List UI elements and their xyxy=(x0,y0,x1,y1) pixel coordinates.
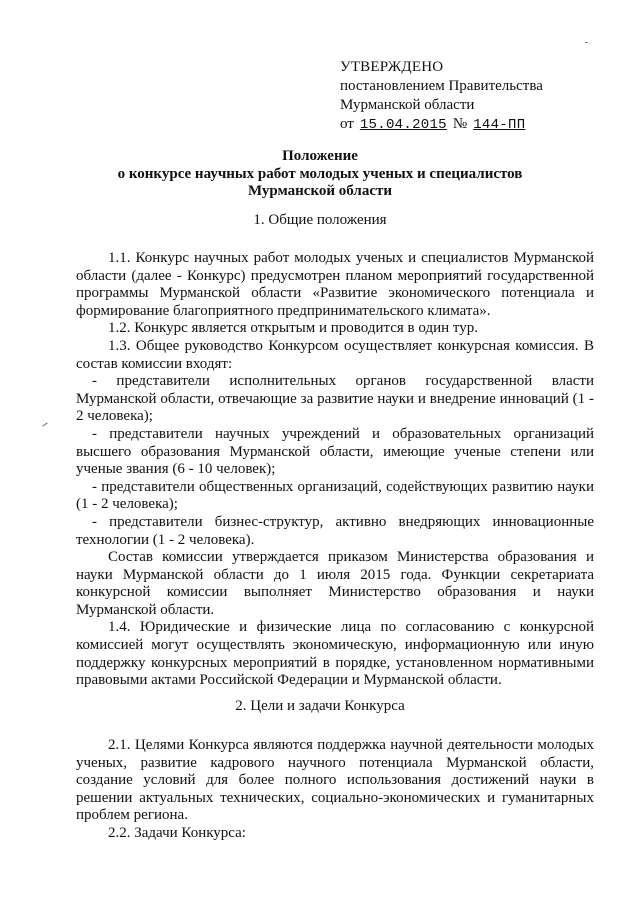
paragraph: 2.2. Задачи Конкурса: xyxy=(108,824,246,841)
section-1-body xyxy=(76,250,594,690)
approval-date-line xyxy=(340,115,543,135)
paragraph: 1.1. Конкурс научных работ молодых ученых и специалистов Мурманской области (далее - Конкурс) предусмотрен планом мероприятий государственной программы Мурманской области «Развитие экономического потенциала и формирование благоприятного предпринимательского климата». xyxy=(76,250,594,319)
approval-stamp: УТВЕРЖДЕНО xyxy=(340,59,444,75)
section-2-body xyxy=(76,737,594,843)
section-1-heading: 1. Общие положения xyxy=(253,212,387,228)
approval-number: 144-ПП xyxy=(473,117,526,133)
list-item: - представители общественных организаций, содействующих развитию науки (1 - 2 человека); xyxy=(76,478,594,513)
scan-speck xyxy=(585,42,588,43)
paragraph: Состав комиссии утверждается приказом Министерства образования и науки Мурманской области до 1 июля 2015 года. Функции секретариата конкурсной комиссии выполняет Министерство образования и науки Мурманской области. xyxy=(76,549,594,618)
paragraph: 2.1. Целями Конкурса являются поддержка научной деятельности молодых ученых, развитие кадрового научного потенциала Мурманской области, создание условий для более полного использования достижений науки в решении актуальных технических, социально-экономических и гуманитарных проблем региона. xyxy=(76,737,594,824)
title-line-1: Положение xyxy=(282,148,358,164)
paragraph: 1.2. Конкурс является открытым и проводится в один тур. xyxy=(108,320,478,337)
section-2-heading: 2. Цели и задачи Конкурса xyxy=(235,698,405,714)
list-item: - представители бизнес-структур, активно внедряющих инновационные технологии (1 - 2 человека). xyxy=(76,513,594,548)
list-item: - представители исполнительных органов государственной власти Мурманской области, отвечающие за развитие науки и внедрение инноваций (1 - 2 человека); xyxy=(76,373,594,425)
approval-line-2: Мурманской области xyxy=(340,97,475,113)
date-prefix: от xyxy=(340,116,354,132)
scan-mark xyxy=(42,422,47,426)
approval-line-1: постановлением Правительства xyxy=(340,78,543,94)
list-item: - представители научных учреждений и образовательных организаций высшего образования Мурманской области, имеющие ученые степени или ученые звания (6 - 10 человек); xyxy=(76,425,594,478)
paragraph: 1.3. Общее руководство Конкурсом осуществляет конкурсная комиссия. В состав комиссии входят: xyxy=(76,337,594,372)
title-line-3: Мурманской области xyxy=(247,183,393,199)
title-line-2: о конкурсе научных работ молодых ученых и специалистов xyxy=(117,165,523,182)
document-title xyxy=(0,148,640,201)
paragraph: 1.4. Юридические и физические лица по согласованию с конкурсной комиссией могут осуществлять экономическую, информационную или иную поддержку конкурсных мероприятий в порядке, установленном нормативными правовыми актами Российской Федерации и Мурманской области. xyxy=(76,619,594,689)
number-prefix: № xyxy=(452,116,468,132)
approval-block xyxy=(340,58,543,135)
approval-date: 15.04.2015 xyxy=(359,117,447,133)
